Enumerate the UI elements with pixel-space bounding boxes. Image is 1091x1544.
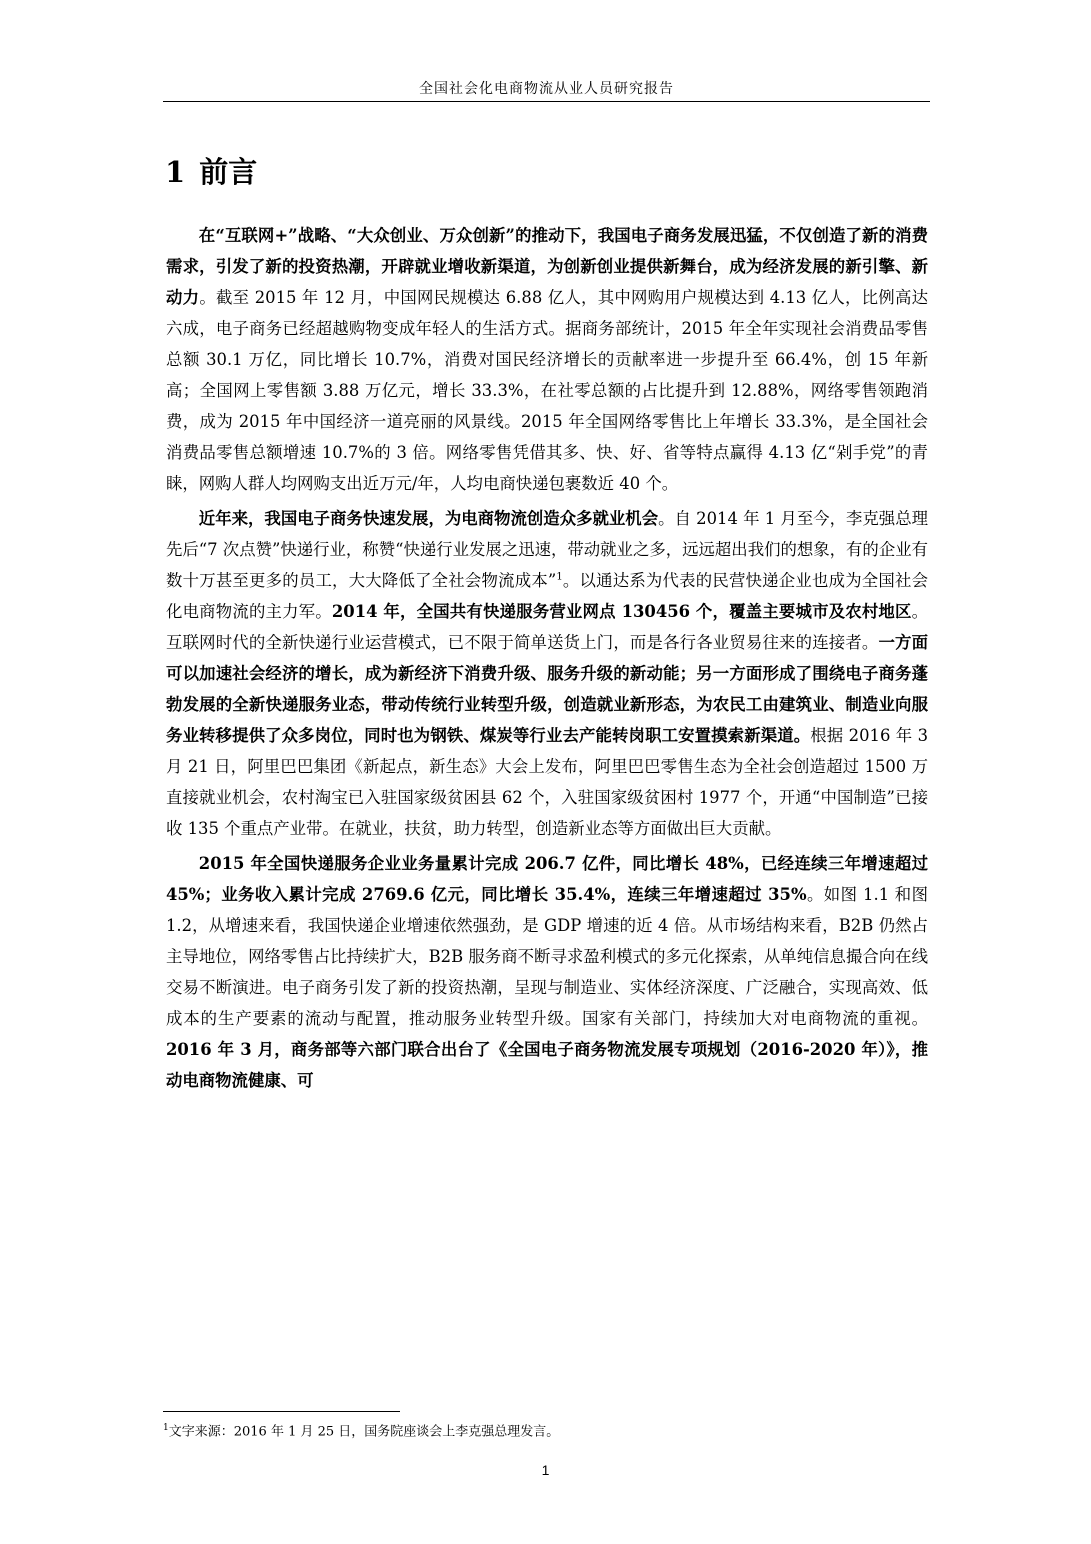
emphasis-text: 2016 年 3 月，商务部等六部门联合出台了《全国电子商务物流发展专项规划（2016-2020 年）》，推动电商物流健康、可 (166, 1040, 928, 1090)
footnote (163, 1419, 925, 1441)
paragraph-1 (166, 220, 928, 499)
paragraph-3 (166, 848, 928, 1096)
emphasis-text: 2015 年全国快递服务企业业务量累计完成 206.7 亿件，同比增长 48%，已经连续三年增速超过 45%；业务收入累计完成 2769.6 亿元，同比增长 35.4%，连续三年增速超过 35% (166, 854, 928, 904)
paragraph-text: 。截至 2015 年 12 月，中国网民规模达 6.88 亿人，其中网购用户规模达到 4.13 亿人，比例高达六成，电子商务已经超越购物变成年轻人的生活方式。据商务部统计，2015 年全年实现社会消费品零售总额 30.1 万亿，同比增长 10.7%，消费对国民经济增长的贡献率进一步提升至 66.4%，创 15 年新高；全国网上零售额 3.88 万亿元，增长 33.3%，在社零总额的占比提升到 12.88%，网络零售领跑消费，成为 2015 年中国经济一道亮丽的风景线。2015 年全国网络零售比上年增长 33.3%，是全国社会消费品零售总额增速 10.7%的 3 倍。网络零售凭借其多、快、好、省等特点赢得 4.13 亿“剁手党”的青睐，网购人群人均网购支出近万元/年，人均电商快递包裹数近 40 个。 (166, 288, 928, 493)
chapter-title (165, 152, 257, 192)
header-divider (163, 101, 930, 102)
footnote-text: 文字来源：2016 年 1 月 25 日，国务院座谈会上李克强总理发言。 (168, 1424, 560, 1440)
emphasis-text: 近年来，我国电子商务快速发展，为电商物流创造众多就业机会 (198, 509, 659, 528)
paragraph-2 (166, 503, 928, 844)
paragraph-text: 根据 2016 年 3 月 21 日，阿里巴巴集团《新起点，新生态》大会上发布，阿里巴巴零售生态为全社会创造超过 1500 万直接就业机会，农村淘宝已入驻国家级贫困县 62 个，入驻国家级贫困村 1977 个，开通“中国制造”已接收 135 个重点产业带。在就业，扶贫，助力转型，创造新业态等方面做出巨大贡献。 (166, 726, 928, 838)
paragraph-text: 。互联网时代的全新快递行业运营模式，已不限于简单送货上门，而是各行各业贸易往来的连接者。 (166, 602, 928, 652)
page-number: 1 (541, 1462, 550, 1478)
body-text (166, 220, 928, 1100)
paragraph-text: 。自 2014 年 1 月至今，李克强总理先后“7 次点赞”快递行业，称赞“快递行业发展之迅速，带动就业之多，远远超出我们的想象，有的企业有数十万甚至更多的员工，大大降低了全社会物流成本” (166, 509, 929, 590)
paragraph-text: 。如图 1.1 和图 1.2，从增速来看，我国快递企业增速依然强劲，是 GDP 增速的近 4 倍。从市场结构来看，B2B 仍然占主导地位，网络零售占比持续扩大，B2B 服务商不断寻求盈利模式的多元化探索，从单纯信息撮合向在线交易不断演进。电子商务引发了新的投资热潮，呈现与制造业、实体经济深度、广泛融合，实现高效、低成本的生产要素的流动与配置，推动服务业转型升级。国家有关部门，持续加大对电商物流的重视。 (166, 885, 928, 1028)
footnote-divider (163, 1411, 400, 1412)
paragraph-text: 。以通达系为代表的民营快递企业也成为全国社会化电商物流的主力军。 (166, 571, 929, 621)
chapter-heading-text: 前言 (199, 155, 258, 189)
running-header: 全国社会化电商物流从业人员研究报告 (419, 81, 674, 97)
footnote-mark: 1 (163, 1423, 169, 1433)
emphasis-text: 2014 年，全国共有快递服务营业网点 130456 个，覆盖主要城市及农村地区 (331, 602, 912, 621)
emphasis-text: 在“互联网+”战略、“大众创业、万众创新”的推动下，我国电子商务发展迅猛，不仅创造了新的消费需求，引发了新的投资热潮，开辟就业增收新渠道，为创新创业提供新舞台，成为经济发展的新引擎、新动力 (166, 226, 928, 307)
chapter-number: 1 (165, 155, 186, 189)
emphasis-text: 一方面可以加速社会经济的增长，成为新经济下消费升级、服务升级的新动能；另一方面形成了围绕电子商务蓬勃发展的全新快递服务业态，带动传统行业转型升级，创造就业新形态，为农民工由建筑业、制造业向服务业转移提供了众多岗位，同时也为钢铁、煤炭等行业去产能转岗职工安置摸索新渠道。 (166, 633, 928, 745)
footnote-reference[interactable]: 1 (556, 571, 563, 583)
